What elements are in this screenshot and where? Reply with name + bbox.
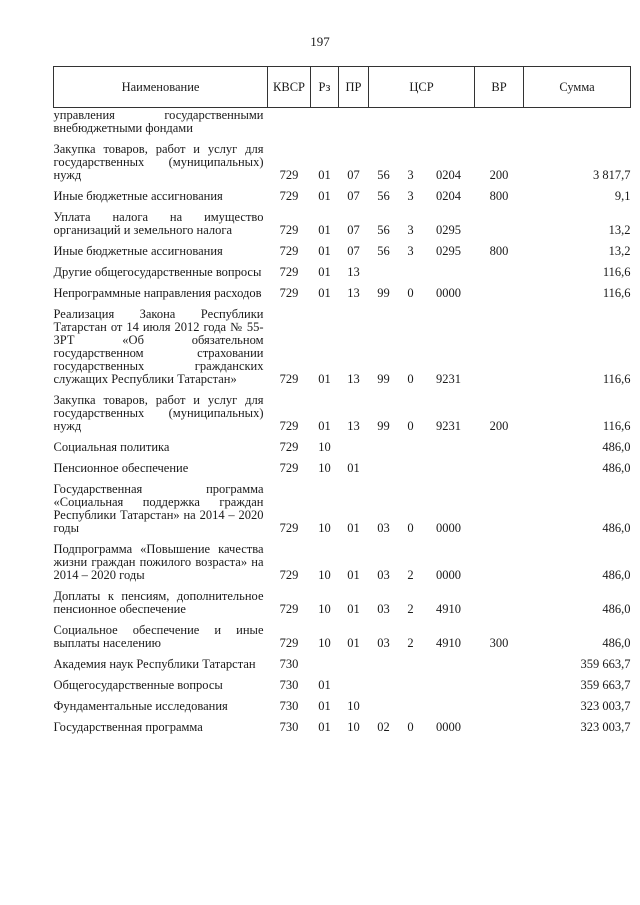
row-csr-subprogram: 0	[407, 521, 414, 535]
row-rz: 01	[318, 189, 331, 203]
row-csr-direction	[423, 437, 475, 458]
row-pr: 01	[347, 568, 360, 582]
row-csr-program: 03	[377, 568, 390, 582]
row-pr: 07	[347, 223, 360, 237]
row-name: Социальное обеспечение и иные выплаты населению	[53, 623, 264, 650]
header-sum: Сумма	[524, 67, 631, 108]
row-csr-subprogram: 3	[407, 168, 414, 182]
row-csr-program	[369, 262, 399, 283]
row-name: Социальная политика	[53, 440, 170, 454]
table-header	[54, 67, 631, 108]
row-name: Иные бюджетные ассигнования	[53, 244, 223, 258]
row-vr	[475, 283, 524, 304]
row-pr: 01	[347, 602, 360, 616]
row-name: Другие общегосударственные вопросы	[53, 265, 262, 279]
row-csr-subprogram: 0	[407, 419, 414, 433]
row-csr-subprogram: 3	[407, 244, 414, 258]
table-row	[54, 675, 631, 696]
row-csr-direction	[423, 675, 475, 696]
row-csr-direction	[423, 262, 475, 283]
table-row	[54, 437, 631, 458]
row-pr: 01	[347, 521, 360, 535]
row-csr-direction: 4910	[436, 636, 461, 650]
row-csr-program	[369, 108, 399, 140]
row-vr: 200	[489, 419, 509, 433]
row-csr-subprogram: 2	[407, 602, 414, 616]
row-rz: 10	[318, 440, 331, 454]
table-row	[54, 717, 631, 738]
row-csr-program	[369, 696, 399, 717]
row-csr-subprogram: 0	[407, 372, 414, 386]
row-csr-program: 99	[377, 372, 390, 386]
row-pr: 07	[347, 168, 360, 182]
row-rz: 10	[318, 521, 331, 535]
row-sum: 116,6	[602, 419, 631, 433]
row-rz: 01	[318, 678, 331, 692]
row-sum: 359 663,7	[580, 657, 631, 671]
row-csr-direction	[423, 654, 475, 675]
row-pr: 10	[347, 720, 360, 734]
row-csr-program: 03	[377, 636, 390, 650]
row-kvsr	[268, 108, 311, 140]
row-csr-subprogram: 3	[407, 189, 414, 203]
row-rz: 10	[318, 568, 331, 582]
row-csr-program: 03	[377, 602, 390, 616]
row-name: Реализация Закона Республики Татарстан от 14 июля 2012 года № 55-ЗРТ «Об обязательном государственном страховании государственных гражданских служащих Республики Татарстан»	[53, 307, 264, 386]
row-vr	[475, 539, 524, 586]
header-rz: Рз	[311, 67, 339, 108]
row-sum: 359 663,7	[580, 678, 631, 692]
row-csr-direction: 9231	[436, 419, 461, 433]
row-pr: 07	[347, 244, 360, 258]
table-body	[54, 108, 631, 739]
header-name: Наименование	[54, 67, 268, 108]
table-row	[54, 654, 631, 675]
row-pr: 01	[347, 636, 360, 650]
row-pr: 07	[347, 189, 360, 203]
row-kvsr: 729	[279, 602, 299, 616]
table-row	[54, 241, 631, 262]
row-sum: 9,1	[614, 189, 631, 203]
table-row	[54, 108, 631, 140]
row-kvsr: 730	[279, 678, 299, 692]
row-kvsr: 729	[279, 521, 299, 535]
table-row	[54, 458, 631, 479]
header-vr: ВР	[475, 67, 524, 108]
row-sum: 116,6	[602, 265, 631, 279]
row-name: Фундаментальные исследования	[53, 699, 228, 713]
row-name: Академия наук Республики Татарстан	[53, 657, 256, 671]
row-rz: 01	[318, 699, 331, 713]
row-csr-direction: 4910	[436, 602, 461, 616]
row-sum: 3 817,7	[593, 168, 631, 182]
row-csr-subprogram	[399, 696, 423, 717]
row-csr-program: 56	[377, 223, 390, 237]
row-kvsr: 730	[279, 699, 299, 713]
row-csr-program: 99	[377, 286, 390, 300]
row-csr-subprogram: 3	[407, 223, 414, 237]
table-row	[54, 207, 631, 241]
page-number: 197	[310, 34, 330, 49]
row-kvsr: 729	[279, 419, 299, 433]
row-rz: 01	[318, 168, 331, 182]
row-rz: 01	[318, 372, 331, 386]
row-csr-direction: 0000	[436, 720, 461, 734]
row-name: Государственная программа	[53, 720, 203, 734]
row-vr	[475, 108, 524, 140]
table-row	[54, 390, 631, 437]
row-name: Закупка товаров, работ и услуг для государственных (муниципальных) нужд	[53, 393, 264, 433]
row-sum	[524, 108, 631, 140]
row-kvsr: 730	[279, 720, 299, 734]
row-csr-direction: 0000	[436, 568, 461, 582]
row-vr	[475, 717, 524, 738]
table-row	[54, 283, 631, 304]
row-pr: 13	[347, 372, 360, 386]
row-vr	[475, 437, 524, 458]
row-name: Иные бюджетные ассигнования	[53, 189, 223, 203]
row-name: Доплаты к пенсиям, дополнительное пенсионное обеспечение	[53, 589, 264, 616]
row-name: Государственная программа «Социальная поддержка граждан Республики Татарстан» на 2014 – 2020 годы	[53, 482, 264, 535]
row-csr-program	[369, 437, 399, 458]
row-vr	[475, 696, 524, 717]
row-kvsr: 729	[279, 168, 299, 182]
header-kvsr: КВСР	[268, 67, 311, 108]
row-vr: 800	[489, 244, 509, 258]
row-csr-subprogram: 2	[407, 636, 414, 650]
row-csr-direction: 9231	[436, 372, 461, 386]
row-kvsr: 729	[279, 244, 299, 258]
row-pr	[339, 675, 369, 696]
row-sum: 486,0	[602, 602, 631, 616]
row-csr-subprogram	[399, 675, 423, 696]
row-pr	[339, 654, 369, 675]
row-rz	[311, 654, 339, 675]
row-csr-direction	[423, 696, 475, 717]
row-name: Непрограммные направления расходов	[53, 286, 262, 300]
row-sum: 13,2	[608, 223, 631, 237]
row-csr-program	[369, 675, 399, 696]
header-pr: ПР	[339, 67, 369, 108]
row-csr-subprogram: 2	[407, 568, 414, 582]
row-csr-program	[369, 654, 399, 675]
row-csr-direction: 0000	[436, 286, 461, 300]
table-row	[54, 539, 631, 586]
row-sum: 486,0	[602, 568, 631, 582]
row-rz: 01	[318, 223, 331, 237]
row-kvsr: 729	[279, 568, 299, 582]
table-row	[54, 139, 631, 186]
row-rz: 01	[318, 720, 331, 734]
row-kvsr: 729	[279, 636, 299, 650]
row-name: Закупка товаров, работ и услуг для государственных (муниципальных) нужд	[53, 142, 264, 182]
row-vr	[475, 586, 524, 620]
row-vr	[475, 207, 524, 241]
row-kvsr: 729	[279, 372, 299, 386]
row-kvsr: 729	[279, 223, 299, 237]
header-csr: ЦСР	[369, 67, 475, 108]
row-rz: 10	[318, 461, 331, 475]
table-row	[54, 620, 631, 654]
row-sum: 486,0	[602, 521, 631, 535]
row-name: Пенсионное обеспечение	[53, 461, 189, 475]
row-name: Уплата налога на имущество организаций и земельного налога	[53, 210, 264, 237]
row-csr-program: 56	[377, 244, 390, 258]
row-kvsr: 729	[279, 265, 299, 279]
row-vr: 200	[489, 168, 509, 182]
row-kvsr: 730	[279, 657, 299, 671]
row-csr-program: 02	[377, 720, 390, 734]
table-row	[54, 696, 631, 717]
row-rz: 01	[318, 286, 331, 300]
row-csr-program: 56	[377, 168, 390, 182]
budget-table	[53, 66, 631, 738]
row-sum: 116,6	[602, 372, 631, 386]
row-csr-program: 99	[377, 419, 390, 433]
row-pr: 13	[347, 286, 360, 300]
row-csr-program: 56	[377, 189, 390, 203]
row-kvsr: 729	[279, 286, 299, 300]
row-pr: 10	[347, 699, 360, 713]
table-row	[54, 479, 631, 539]
row-sum: 323 003,7	[580, 720, 631, 734]
row-kvsr: 729	[279, 189, 299, 203]
row-csr-subprogram: 0	[407, 720, 414, 734]
row-pr: 13	[347, 419, 360, 433]
row-vr	[475, 654, 524, 675]
row-sum: 486,0	[602, 440, 631, 454]
row-vr	[475, 458, 524, 479]
row-csr-program: 03	[377, 521, 390, 535]
row-csr-subprogram	[399, 458, 423, 479]
row-csr-direction: 0204	[436, 189, 461, 203]
row-vr	[475, 675, 524, 696]
row-pr: 01	[347, 461, 360, 475]
row-name: Общегосударственные вопросы	[53, 678, 223, 692]
row-csr-subprogram: 0	[407, 286, 414, 300]
row-sum: 116,6	[602, 286, 631, 300]
row-rz: 01	[318, 265, 331, 279]
row-csr-subprogram	[399, 437, 423, 458]
row-name: Подпрограмма «Повышение качества жизни граждан пожилого возраста» на 2014 – 2020 годы	[53, 542, 264, 582]
row-vr	[475, 262, 524, 283]
row-csr-direction: 0295	[436, 223, 461, 237]
row-name: управления государственными внебюджетными фондами	[53, 108, 264, 135]
row-csr-subprogram	[399, 108, 423, 140]
row-rz: 10	[318, 636, 331, 650]
row-pr	[339, 108, 369, 140]
row-sum: 323 003,7	[580, 699, 631, 713]
row-sum: 486,0	[602, 461, 631, 475]
row-rz: 01	[318, 419, 331, 433]
table-row	[54, 262, 631, 283]
row-csr-direction: 0204	[436, 168, 461, 182]
row-vr	[475, 479, 524, 539]
row-vr: 300	[489, 636, 509, 650]
row-csr-direction: 0295	[436, 244, 461, 258]
row-rz	[311, 108, 339, 140]
row-vr	[475, 304, 524, 390]
table-row	[54, 586, 631, 620]
table-row	[54, 186, 631, 207]
row-csr-direction	[423, 458, 475, 479]
row-csr-subprogram	[399, 262, 423, 283]
row-kvsr: 729	[279, 461, 299, 475]
row-pr: 13	[347, 265, 360, 279]
row-pr	[339, 437, 369, 458]
table-row	[54, 304, 631, 390]
row-sum: 486,0	[602, 636, 631, 650]
row-vr: 800	[489, 189, 509, 203]
row-csr-program	[369, 458, 399, 479]
row-sum: 13,2	[608, 244, 631, 258]
row-kvsr: 729	[279, 440, 299, 454]
row-rz: 10	[318, 602, 331, 616]
row-csr-direction: 0000	[436, 521, 461, 535]
row-csr-subprogram	[399, 654, 423, 675]
row-csr-direction	[423, 108, 475, 140]
row-rz: 01	[318, 244, 331, 258]
